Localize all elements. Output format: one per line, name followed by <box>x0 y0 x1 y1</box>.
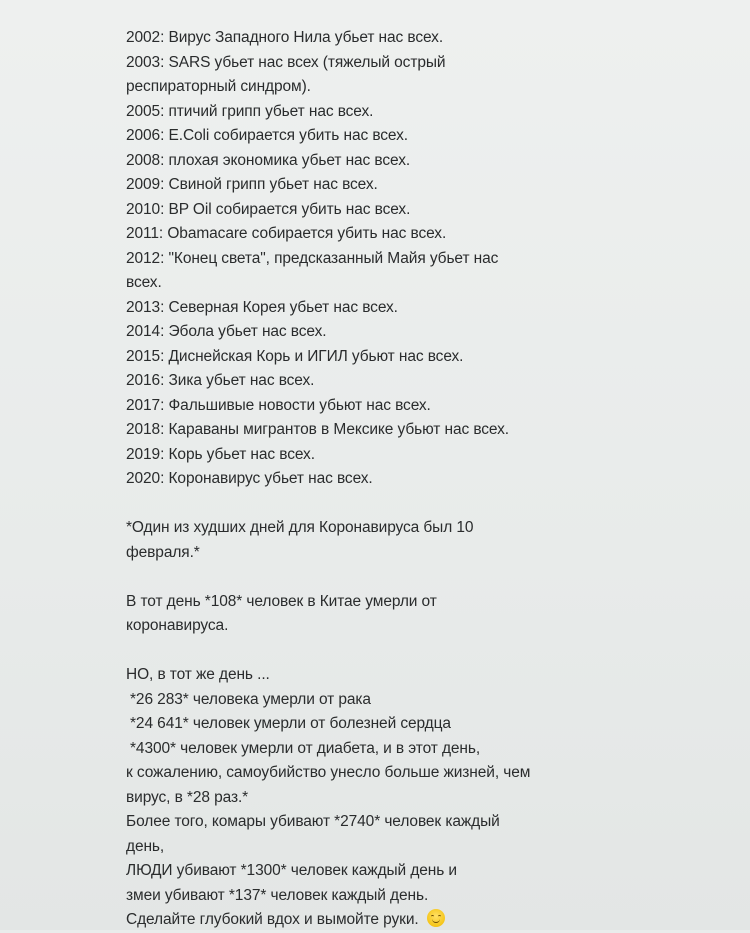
timeline-line: 2002: Вирус Западного Нила убьет нас всех. <box>126 29 444 46</box>
paragraph-line: вирус, в *28 раз.* <box>126 788 249 806</box>
timeline-line: всех. <box>126 274 162 291</box>
stat-item: *24 641* человек умерли от болезней сердца <box>130 715 451 732</box>
paragraph-gap <box>126 565 626 590</box>
timeline-line: 2003: SARS убьет нас всех (тяжелый острый <box>126 53 446 71</box>
timeline-line: 2014: Эбола убьет нас всех. <box>126 323 327 340</box>
smiling-face-icon <box>427 909 445 927</box>
timeline-list <box>126 26 626 492</box>
paragraph-line: Более того, комары убивают *2740* человек каждый <box>126 813 500 830</box>
china-paragraph <box>126 590 626 639</box>
same-day-paragraph <box>126 663 626 933</box>
timeline-line: 2011: Obamacare собирается убить нас всех. <box>126 225 447 242</box>
closing-text: Сделайте глубокий вдох и вымойте руки. <box>126 911 419 928</box>
paragraph-line: февраля.* <box>126 543 200 561</box>
closing-line <box>126 908 626 933</box>
timeline-line: 2006: E.Coli собирается убить нас всех. <box>126 127 408 144</box>
worst-day-paragraph <box>126 516 626 565</box>
paragraph-gap <box>126 492 626 517</box>
timeline-line: 2020: Коронавирус убьет нас всех. <box>126 470 373 487</box>
paragraph-line: *Один из худших дней для Коронавируса был 10 <box>126 519 474 536</box>
paragraph-line: В тот день *108* человек в Китае умерли от <box>126 592 437 610</box>
stat-item: *26 283* человека умерли от рака <box>130 690 371 708</box>
timeline-line: 2009: Свиной грипп убьет нас всех. <box>126 176 378 193</box>
timeline-line: 2008: плохая экономика убьет нас всех. <box>126 151 411 169</box>
paragraph-line: коронавируса. <box>126 617 229 634</box>
timeline-line: 2018: Караваны мигрантов в Мексике убьют нас всех. <box>126 421 509 438</box>
timeline-line: 2013: Северная Корея убьет нас всех. <box>126 298 398 316</box>
paragraph-gap <box>126 639 626 664</box>
timeline-line: 2017: Фальшивые новости убьют нас всех. <box>126 396 431 414</box>
timeline-line: 2005: птичий грипп убьет нас всех. <box>126 102 374 120</box>
timeline-line: 2010: BP Oil собирается убить нас всех. <box>126 200 411 218</box>
timeline-line: 2016: Зика убьет нас всех. <box>126 372 315 389</box>
message-text <box>126 26 626 933</box>
stat-item: *4300* человек умерли от диабета, и в этот день, <box>130 739 481 757</box>
timeline-line: 2019: Корь убьет нас всех. <box>126 445 315 463</box>
timeline-line: 2015: Диснейская Корь и ИГИЛ убьют нас всех. <box>126 347 464 365</box>
timeline-line: 2012: "Конец света", предсказанный Майя убьет нас <box>126 249 499 267</box>
paragraph-intro: НО, в тот же день ... <box>126 666 270 683</box>
paragraph-line: к сожалению, самоубийство унесло больше жизней, чем <box>126 764 531 781</box>
paragraph-line: змеи убивают *137* человек каждый день. <box>126 886 429 904</box>
timeline-line: респираторный синдром). <box>126 78 311 95</box>
paragraph-line: день, <box>126 837 165 855</box>
paragraph-line: ЛЮДИ убивают *1300* человек каждый день и <box>126 862 457 879</box>
